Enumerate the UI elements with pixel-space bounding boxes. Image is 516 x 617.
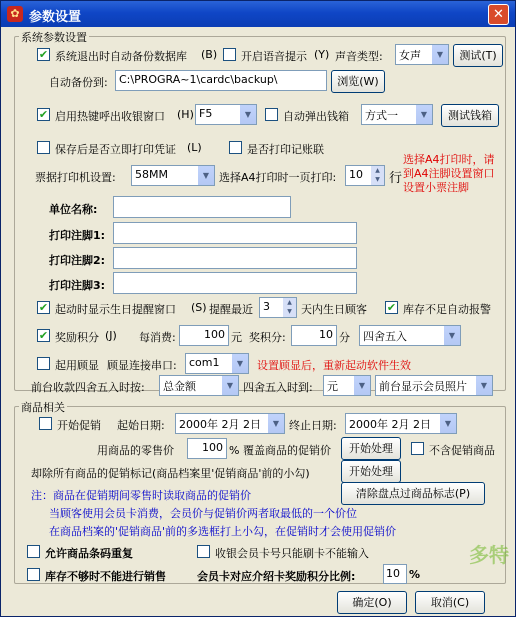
a4-lines-value: 10 bbox=[349, 168, 363, 181]
system-group-label: 系统参数设置 bbox=[21, 31, 87, 44]
clear-promo-label: 却除所有商品的促销标记(商品档案里'促销商品'前的小勾) bbox=[31, 467, 310, 480]
display-note: 设置顾显后，重新起动软件生效 bbox=[257, 359, 411, 372]
footer3-input[interactable] bbox=[113, 272, 357, 294]
voice-type-value: 女声 bbox=[399, 49, 421, 62]
a4-lines-spinner[interactable] bbox=[345, 165, 385, 186]
chevron-down-icon: ▼ bbox=[267, 414, 284, 433]
remind-suffix-label: 天内生日顾客 bbox=[301, 303, 367, 316]
points-label: 奖积分: bbox=[249, 331, 286, 344]
start-process-button[interactable]: 开始处理 bbox=[341, 437, 401, 460]
auto-backup-checkbox[interactable]: ✔ bbox=[38, 48, 49, 61]
per-spend-label: 每消费: bbox=[139, 331, 176, 344]
stock-alarm-checkbox[interactable]: ✔ bbox=[386, 301, 397, 314]
auto-cashbox-checkbox[interactable] bbox=[265, 108, 278, 121]
points-rounding-value: 四舍五入 bbox=[363, 330, 407, 343]
no-sale-when-short-checkbox[interactable] bbox=[27, 568, 40, 581]
card-only-swipe-checkbox[interactable] bbox=[197, 545, 210, 558]
company-name-label: 单位名称: bbox=[49, 203, 98, 216]
rounding-to-label: 四舍五入时到: bbox=[243, 381, 313, 394]
cashbox-mode-select[interactable] bbox=[361, 104, 433, 125]
voice-prompt-label: 开启语音提示 bbox=[241, 50, 307, 63]
title-bar bbox=[1, 1, 515, 27]
no-sale-when-short-label: 库存不够时不能进行销售 bbox=[45, 570, 166, 583]
app-icon: ✿ bbox=[7, 6, 23, 22]
cashbox-mode-value: 方式一 bbox=[365, 109, 398, 122]
a4-note-line2: 到A4注脚设置窗口 bbox=[403, 167, 495, 180]
chevron-down-icon: ▼ bbox=[431, 45, 448, 64]
rounding-to-value: 元 bbox=[327, 380, 338, 393]
spinner-arrows-icon[interactable]: ▲ ▼ bbox=[371, 166, 384, 185]
chevron-down-icon: ▼ bbox=[353, 376, 370, 395]
customer-display-label: 起用顾显 bbox=[55, 359, 99, 372]
browse-button[interactable]: 浏览(W) bbox=[331, 70, 385, 93]
remind-prefix-label: 提醒最近 bbox=[209, 303, 253, 316]
retail-price-label: 用商品的零售价 bbox=[97, 444, 174, 457]
display-port-value: com1 bbox=[189, 356, 220, 369]
footer1-input[interactable] bbox=[113, 222, 357, 244]
chevron-down-icon: ▼ bbox=[221, 376, 238, 395]
end-date-label: 终止日期: bbox=[289, 419, 337, 432]
start-date-value: 2000年 2月 2日 bbox=[179, 418, 261, 431]
promo-checkbox[interactable] bbox=[39, 417, 52, 430]
print-account-label: 是否打印记账联 bbox=[247, 143, 324, 156]
stock-alarm-label: 库存不足自动报警 bbox=[403, 303, 491, 316]
remind-days-value: 3 bbox=[263, 300, 270, 313]
chevron-down-icon: ▼ bbox=[443, 326, 460, 345]
birthday-reminder-hotkey: (S) bbox=[191, 301, 207, 314]
hotkey-cashier-hotkey: (H) bbox=[177, 108, 194, 121]
points-rounding-select[interactable] bbox=[359, 325, 461, 346]
auto-backup-label: 系统退出时自动备份数据库 bbox=[55, 50, 187, 63]
rounding-label: 前台收款四舍五入时按: bbox=[31, 381, 145, 394]
hotkey-cashier-checkbox[interactable]: ✔ bbox=[38, 108, 49, 121]
rounding-to-select[interactable] bbox=[323, 375, 371, 396]
front-display-value: 前台显示会员照片 bbox=[379, 380, 467, 393]
goods-group-label: 商品相关 bbox=[21, 401, 65, 414]
voice-type-label: 声音类型: bbox=[335, 50, 383, 63]
points-reward-checkbox[interactable]: ✔ bbox=[38, 329, 49, 342]
points-reward-label: 奖励积分 bbox=[55, 331, 99, 344]
exclude-promo-label: 不含促销商品 bbox=[429, 444, 495, 457]
print-voucher-hotkey: (L) bbox=[187, 141, 202, 154]
card-only-swipe-label: 收银会员卡号只能刷卡不能输入 bbox=[215, 547, 369, 560]
promo-label: 开始促销 bbox=[57, 419, 101, 432]
start-date-label: 起始日期: bbox=[117, 419, 165, 432]
chevron-down-icon: ▼ bbox=[231, 354, 248, 373]
retail-price-suffix: % 覆盖商品的促销价 bbox=[229, 444, 331, 457]
clear-stocktake-button[interactable]: 清除盘点过商品标志(P) bbox=[341, 482, 485, 505]
print-voucher-checkbox[interactable] bbox=[37, 141, 50, 154]
points-unit: 分 bbox=[339, 331, 350, 344]
voice-type-select[interactable] bbox=[395, 44, 449, 65]
referral-ratio-label: 会员卡对应介绍卡奖励积分比例: bbox=[197, 570, 356, 583]
birthday-reminder-checkbox[interactable]: ✔ bbox=[38, 301, 49, 314]
start-date-picker[interactable] bbox=[175, 413, 285, 434]
voice-prompt-hotkey: (Y) bbox=[314, 48, 330, 61]
footer1-label: 打印注脚1: bbox=[49, 229, 106, 242]
hotkey-cashier-label: 启用热键呼出收银窗口 bbox=[55, 110, 165, 123]
points-reward-hotkey: (J) bbox=[105, 329, 117, 342]
referral-ratio-unit: % bbox=[409, 568, 421, 581]
a4-note-line3: 设置小票注脚 bbox=[403, 181, 469, 194]
auto-cashbox-label: 自动弹出钱箱 bbox=[283, 110, 349, 123]
promo-note-2: 当顾客使用会员卡消费，会员价与促销价两者取最低的一个价位 bbox=[49, 507, 357, 520]
watermark-logo: 多特 bbox=[469, 543, 509, 567]
print-voucher-label: 保存后是否立即打印凭证 bbox=[55, 143, 176, 156]
footer2-label: 打印注脚2: bbox=[49, 254, 106, 267]
end-date-value: 2000年 2月 2日 bbox=[349, 418, 431, 431]
referral-ratio-input[interactable]: 10 bbox=[383, 564, 407, 584]
allow-dup-barcode-label: 允许商品条码重复 bbox=[45, 547, 133, 560]
close-button[interactable]: ✕ bbox=[488, 4, 509, 25]
promo-note-3: 在商品档案的'促销商品'前的多选框打上小勾，在促销时才会使用促销价 bbox=[49, 525, 397, 538]
company-name-input[interactable] bbox=[113, 196, 291, 218]
voice-prompt-checkbox[interactable] bbox=[223, 48, 236, 61]
retail-price-input[interactable]: 100 bbox=[187, 438, 227, 459]
ticket-printer-select[interactable] bbox=[131, 165, 215, 186]
chevron-down-icon: ▼ bbox=[415, 105, 432, 124]
backup-to-label: 自动备份到: bbox=[49, 76, 108, 89]
display-port-label: 顾显连接串口: bbox=[107, 359, 177, 372]
backup-path-input[interactable]: C:\PROGRA~1\cardc\backup\ bbox=[115, 70, 327, 91]
per-spend-unit: 元 bbox=[231, 331, 242, 344]
footer2-input[interactable] bbox=[113, 247, 357, 269]
end-date-picker[interactable] bbox=[345, 413, 457, 434]
chevron-down-icon: ▼ bbox=[475, 376, 492, 395]
per-spend-input[interactable]: 100 bbox=[179, 325, 229, 346]
birthday-reminder-label: 起动时显示生日提醒窗口 bbox=[55, 303, 176, 316]
chevron-down-icon: ▼ bbox=[239, 105, 256, 124]
rounding-select[interactable] bbox=[159, 375, 239, 396]
customer-display-checkbox[interactable] bbox=[37, 357, 50, 370]
a4-note-line1: 选择A4打印时，请 bbox=[403, 153, 495, 166]
chevron-down-icon: ▼ bbox=[197, 166, 214, 185]
hotkey-select[interactable] bbox=[195, 104, 257, 125]
ticket-printer-value: 58MM bbox=[135, 168, 168, 181]
ticket-printer-label: 票据打印机设置: bbox=[35, 171, 116, 184]
a4-lines-unit: 行 bbox=[389, 171, 403, 186]
exclude-promo-checkbox[interactable] bbox=[411, 442, 424, 455]
display-port-select[interactable] bbox=[185, 353, 249, 374]
promo-note-1: 注：商品在促销期间零售时读取商品的促销价 bbox=[31, 489, 251, 502]
allow-dup-barcode-checkbox[interactable] bbox=[27, 545, 40, 558]
ok-button[interactable]: 确定(O) bbox=[337, 591, 407, 614]
rounding-value: 总金额 bbox=[163, 380, 196, 393]
a4-lines-label: 选择A4打印时一页打印: bbox=[219, 171, 337, 184]
points-input[interactable]: 10 bbox=[291, 325, 337, 346]
start-process-button-2[interactable]: 开始处理 bbox=[341, 460, 401, 483]
spinner-arrows-icon[interactable]: ▲ ▼ bbox=[283, 298, 296, 317]
test-voice-button[interactable]: 测试(T) bbox=[453, 44, 503, 67]
cancel-button[interactable]: 取消(C) bbox=[415, 591, 485, 614]
hotkey-value: F5 bbox=[199, 107, 213, 120]
test-cashbox-button[interactable]: 测试钱箱 bbox=[441, 104, 499, 127]
footer3-label: 打印注脚3: bbox=[49, 279, 106, 292]
front-display-select[interactable] bbox=[375, 375, 493, 396]
chevron-down-icon: ▼ bbox=[439, 414, 456, 433]
auto-backup-hotkey: (B) bbox=[201, 48, 218, 61]
window-title: 参数设置 bbox=[29, 10, 82, 25]
print-account-checkbox[interactable] bbox=[229, 141, 242, 154]
remind-days-spinner[interactable] bbox=[259, 297, 297, 318]
